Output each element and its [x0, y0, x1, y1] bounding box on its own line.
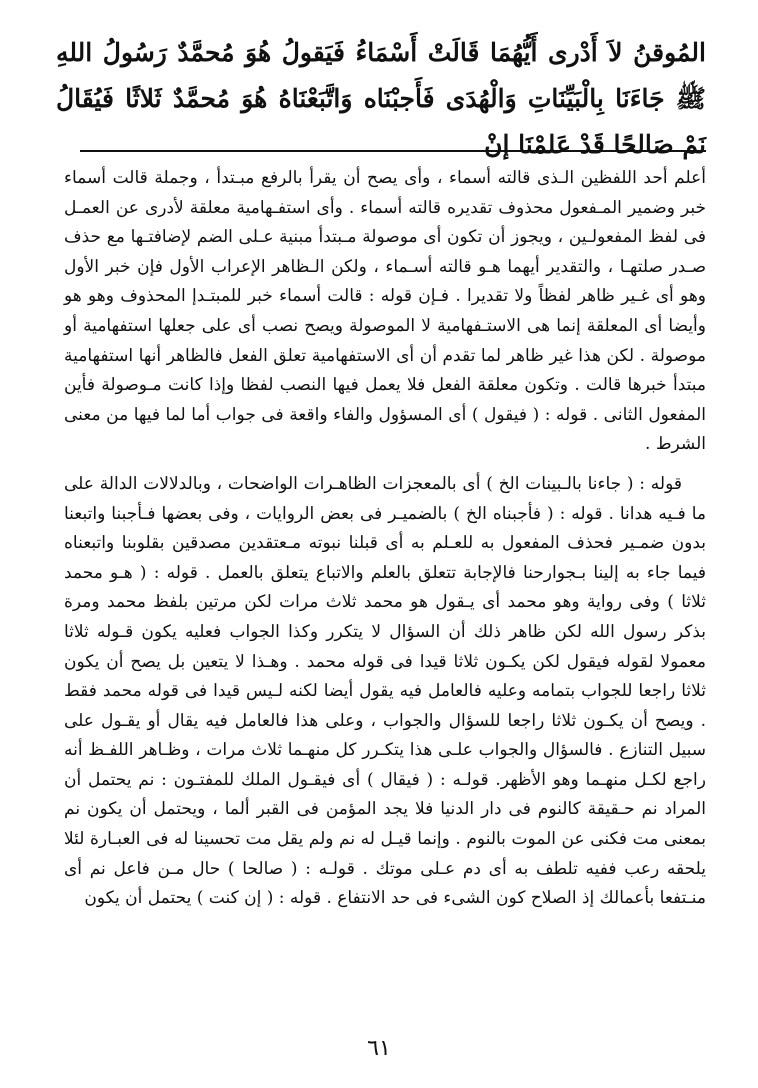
page-number: ٦١ [367, 1036, 391, 1061]
commentary-paragraph-2: قوله : ( جاءنا بالـبينات الخ ) أى بالمعجزات الظاهـرات الواضحات ، وبالدلالات الدالة على ما فـيه هدانا . قوله : ( فأجبناه الخ ) بالضميـر فى بعض الروايات ، وفى بعضها فـأجبنا واتبعنا بدون ضمـير فحذف المفعول به للعـلم به أى قبلنا نبوته مـعتقدين مصدقين بقلوبنا واتبعناه فيما جاء به إلينا بـجوارحنا فالإجابة تتعلق بالعلم والاتباع يتعلق بالعمل . قوله : ( هـو محمد ثلاثا ) وفى رواية وهو محمد أى يـقول هو محمد ثلاث مرات لكن مرتين بلفظ محمد ومرة بذكر رسول الله لكن ظاهر ذلك أن السؤال لا يتكرر وكذا الجواب فعليه يكون قـوله ثلاثا معمولا لقوله فيقول لكن يكـون ثلاثا قيدا فى قوله محمد . وهـذا لا يتعين بل يصح أن يكون ثلاثا راجعا للجواب بتمامه وعليه فالعامل فيه يقول أيضا لكنه لـيس قيدا فى قوله محمد فقط . ويصح أن يكـون ثلاثا راجعا للسؤال والجواب ، وعلى هذا فالعامل فيه يقال أو يقـول على سبيل التنازع . فالسؤال والجواب علـى هذا يتكـرر كل منهـما ثلاث مرات ، وظـاهر اللفـظ أنه راجع لكـل منهـما وهو الأظهر. قولـه : ( فيقال ) أى فيقـول الملك للمفتـون : نم يحتمل أن المراد نم حـقيقة كالنوم فى دار الدنيا فلا يجد المؤمن فى القبر ألما ، ويحتمل أن يكون نم بمعنى مت فكنى عن الموت بالنوم . وإنما قيـل له نم ولم يقل مت تحسينا له فى العبـارة لئلا يلحقه رعب ففيه تلطف به أى دم عـلى موتك . قولـه : ( صالحا ) حال مـن فاعل نم أى منـتفعا بأعمالك إذ الصلاح كون الشىء فى حد الانتفاع . قوله : ( إن كنت ) يحتمل أن يكون [64, 473, 706, 909]
commentary [64, 164, 706, 914]
matn-text: المُوقنُ لاَ أَدْرى أَيُّهُمَا قَالَتْ أَسْمَاءُ فَيَقولُ هُوَ مُحمَّدٌ رَسُولُ اللهِ ﷺ جَاءَنَا بِالْبَيِّنَاتِ وَالْهُدَى فَأَجبْنَاه وَاتَّبَعْنَاهُ هُوَ مُحمَّدٌ ثَلاثًا فَيُقَالُ نَمْ صَالحًا قَدْ عَلمْنَا إنْ [56, 38, 706, 159]
commentary-paragraph-1: أعلم أحد اللفظين الـذى قالته أسماء ، وأى يصح أن يقرأ بالرفع مبـتدأ ، وجملة قالت أسماء خبر وضمير المـفعول محذوف تقديره قالته أسماء . وأى استفـهامية معلقة لأدرى عن العمـل فى لفظ المفعولـين ، ويجوز أن تكون أى موصولة مـبتدأ مبنية عـلى الضم لإضافتـها مع حذف صـدر صلتهـا ، والتقدير أيهما هـو قالته أسـماء ، ولكن الـظاهر الإعراب الأول فإن خبر الأول وهو أى غـير ظاهر لفظاً ولا تقديرا . فـإن قوله : قالت أسماء خبر للمبتـدإ المحذوف وهو هو وأيضا أى المعلقة إنما هى الاستـفهامية لا الموصولة ويصح نصب أى على جعلها استفهامية أو موصولة . لكن هذا غير ظاهر لما تقدم أن أى الاستفهامية تعلق الفعل فالظاهر أنها استفهامية مبتدأ خبرها قالت . وتكون معلقة الفعل فلا يعمل فيها النصب لفظا وإذا كانت مـوصولة فأين المفعول الثانى . قوله : ( فيقول ) أى المسؤول والفاء واقعة فى جواب أما لما فيها من معنى الشرط . [64, 168, 707, 455]
separator-rule [80, 150, 706, 152]
